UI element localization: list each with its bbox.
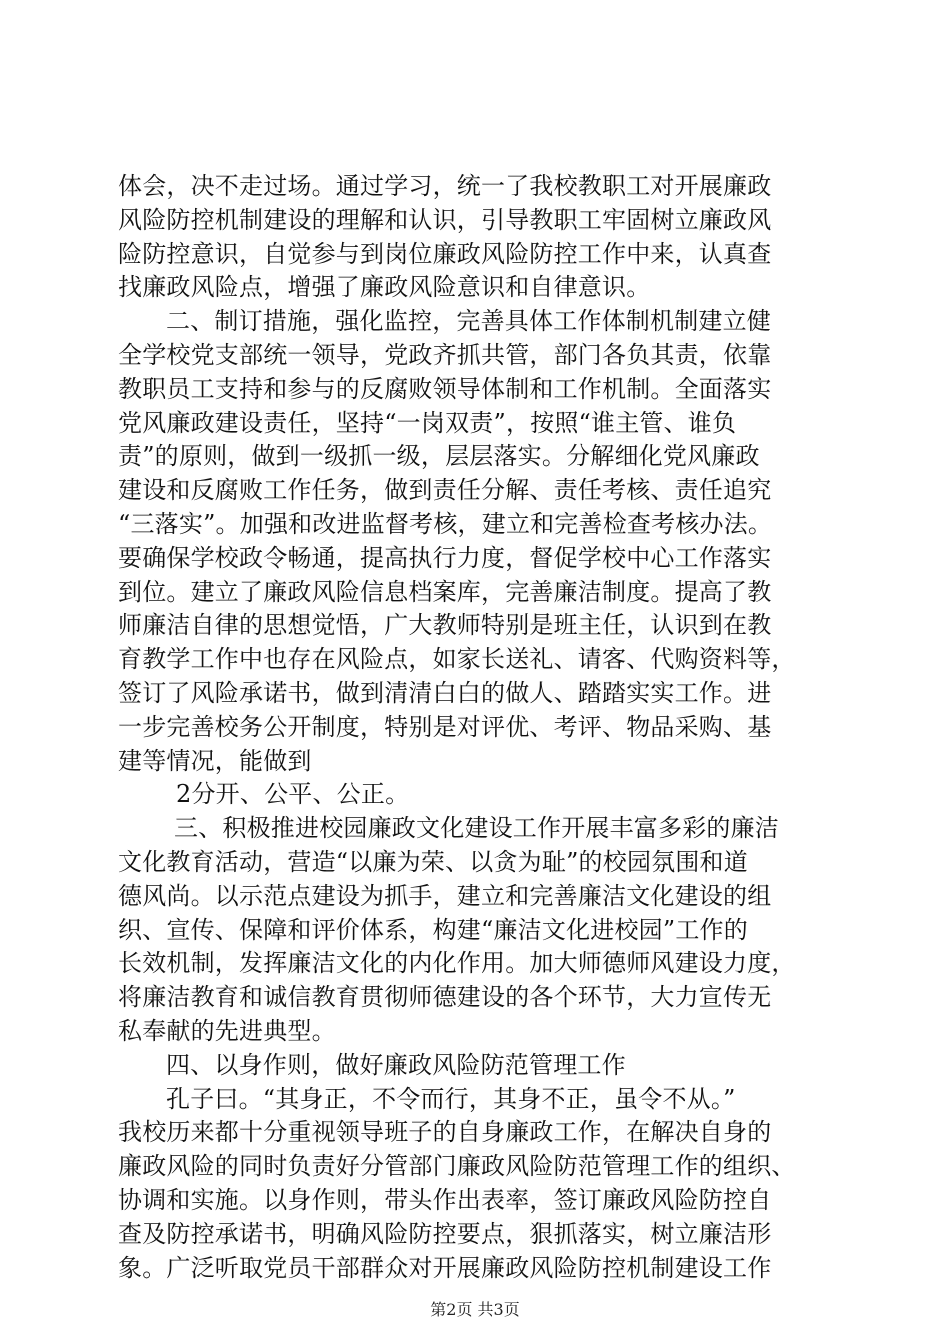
text-line: 育教学工作中也存在风险点，如家长送礼、请客、代购资料等， xyxy=(118,645,796,674)
text-line: 织、宣传、保障和评价体系，构建“廉洁文化进校园”工作的 xyxy=(118,915,748,944)
text-line: 廉政风险的同时负责好分管部门廉政风险防范管理工作的组织、 xyxy=(118,1152,796,1181)
text-line: 教职员工支持和参与的反腐败领导体制和工作机制。全面落实 xyxy=(118,374,772,403)
text-line: 要确保学校政令畅通，提高执行力度，督促学校中心工作落实 xyxy=(118,543,772,572)
text-line: 党风廉政建设责任，坚持“一岗双责”，按照“谁主管、谁负 xyxy=(118,408,737,437)
text-line: 到位。建立了廉政风险信息档案库，完善廉洁制度。提高了教 xyxy=(118,577,772,606)
text-line: 找廉政风险点，增强了廉政风险意识和自律意识。 xyxy=(118,273,651,302)
text-line: 我校历来都十分重视领导班子的自身廉政工作，在解决自身的 xyxy=(118,1118,772,1147)
text-line: 建设和反腐败工作任务，做到责任分解、责任考核、责任追究 xyxy=(118,476,772,505)
text-line: 长效机制，发挥廉洁文化的内化作用。加大师德师风建设力度， xyxy=(118,949,796,978)
text-line: 孔子曰。“其身正，不令而行，其身不正，虽令不从。” xyxy=(166,1084,736,1113)
text-line: 签订了风险承诺书，做到清清白白的做人、踏踏实实工作。进 xyxy=(118,678,772,707)
text-line: 查及防控承诺书，明确风险防控要点，狠抓落实，树立廉洁形 xyxy=(118,1219,772,1248)
text-line: 全学校党支部统一领导，党政齐抓共管，部门各负其责，依靠 xyxy=(118,340,772,369)
text-line: 私奉献的先进典型。 xyxy=(118,1016,336,1045)
text-line: 风险防控机制建设的理解和认识，引导教职工牢固树立廉政风 xyxy=(118,205,772,234)
text-line: 责”的原则，做到一级抓一级，层层落实。分解细化党风廉政 xyxy=(118,442,760,471)
text-line: 协调和实施。以身作则，带头作出表率，签订廉政风险防控自 xyxy=(118,1185,772,1214)
text-line: 将廉洁教育和诚信教育贯彻师德建设的各个环节，大力宣传无 xyxy=(118,983,772,1012)
page-number-label: 第2页 共3页 xyxy=(430,1300,520,1319)
text-line: 险防控意识，自觉参与到岗位廉政风险防控工作中来，认真查 xyxy=(118,239,772,268)
text-line: 德风尚。以示范点建设为抓手，建立和完善廉洁文化建设的组 xyxy=(118,881,772,910)
section-heading-line: 二、制订措施，强化监控，完善具体工作体制机制建立健 xyxy=(166,307,771,336)
text-line: 师廉洁自律的思想觉悟，广大教师特别是班主任，认识到在教 xyxy=(118,611,772,640)
section-heading-line: 四、以身作则，做好廉政风险防范管理工作 xyxy=(166,1050,626,1079)
text-line: 文化教育活动，营造“以廉为荣、以贪为耻”的校园氛围和道 xyxy=(118,847,748,876)
text-line: 2分开、公平、公正。 xyxy=(176,780,410,809)
text-line: “三落实”。加强和改进监督考核，建立和完善检查考核办法。 xyxy=(118,509,773,538)
text-line: 象。广泛听取党员干部群众对开展廉政风险防控机制建设工作 xyxy=(118,1253,772,1282)
text-line: 体会，决不走过场。通过学习，统一了我校教职工对开展廉政 xyxy=(118,172,772,200)
text-line: 一步完善校务公开制度，特别是对评优、考评、物品采购、基 xyxy=(118,712,772,741)
page-footer xyxy=(0,1300,950,1320)
text-line: 建等情况，能做到 xyxy=(118,746,312,775)
section-heading-line: 三、积极推进校园廉政文化建设工作开展丰富多彩的廉洁 xyxy=(174,814,779,843)
document-body xyxy=(118,170,838,1285)
